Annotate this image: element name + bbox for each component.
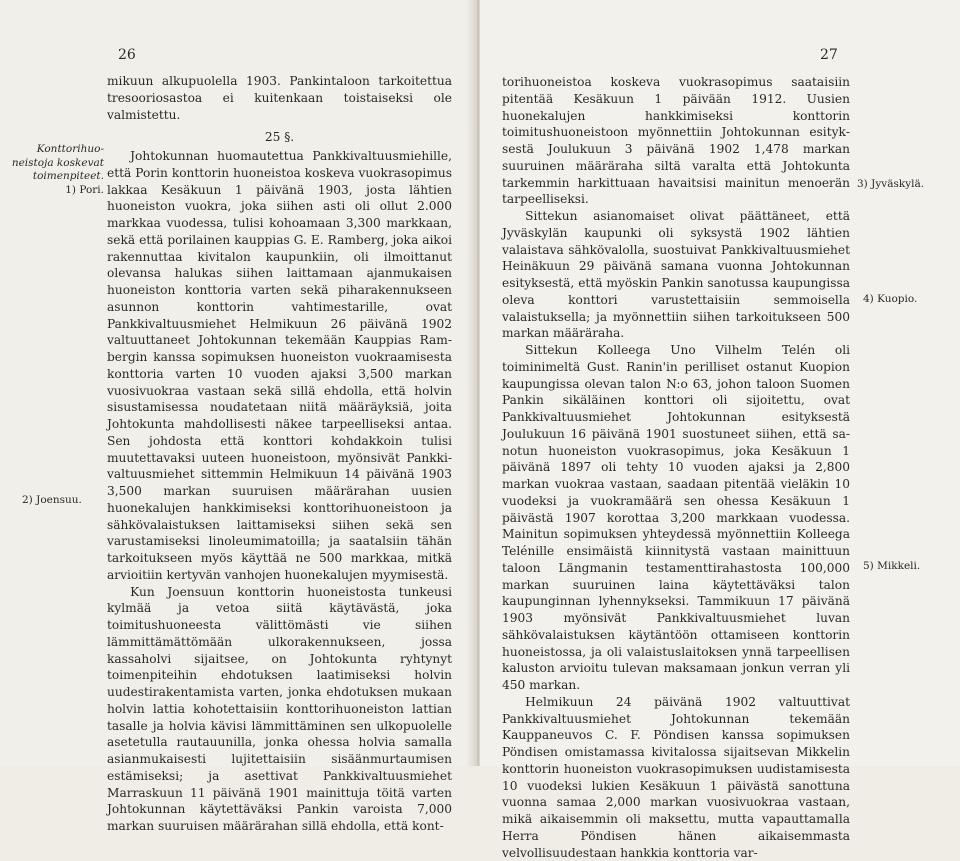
margin-note-pori: 1) Pori.	[65, 183, 104, 196]
margin-note-mikkeli: 5) Mikkeli.	[863, 560, 921, 572]
paragraph-pori: Johtokunnan huomautettua Pankkivaltuusmiehille, että Porin konttorin huoneistoa koskeva vuokrasopimus lakkaa Kesäkuun 1 päivänä 1903, josta lähtien huoneiston vuokra, joka siihen asti oli ollut 2.000 markkaa vuodessa, tulisi kohoamaan 3,300 markkaan, sekä että porilainen kauppias G. E. Ramberg, joka aikoi rakennuttaa kivitalon kaupunkiin, oli ilmoittanut olevansa halukas siihen laittamaan ajanmukaisen huoneiston konttoria varten sekä piharakennukseen asunnon konttorin vahtimestarille, ovat Pankkivaltuusmiehet Helmikuun 26 päivänä 1902 valtuuttaneet Johtokunnan tekemään Kauppias Rambergin kanssa sopimuksen huoneiston vuokraamisesta konttoria varten 10 vuoden ajaksi 3,500 markan vuosivuokraa vastaan sekä sillä ehdolla, että holvin sisustamisessa noudatetaan niitä määräyksiä, joita Johtokunta mahdollisesti näkee tarpeelliseksi antaa. Sen johdosta että konttori kohdakkoin tulisi muutettavaksi uuteen huoneistoon, myönsivät Pankkivaltuusmiehet sittemmin Helmikuun 14 päivänä 1903 3,500 markan suuruisen määrärahan uusien huonekalujen hankkimiseksi konttorihuoneistoon ja sähkövalaistuksen laittamiseksi siihen sekä sen varustamiseksi linoleumimatoilla; ja saatalsiin tähän tarkoitukseen myös käyttää ne 500 markkaa, mitkä arvioitiin kertyvän vanhojen huonekalujen myymisestä.	[107, 149, 452, 582]
paragraph-mikkeli: Helmikuun 24 päivänä 1902 valtuuttivat Pankkivaltuusmiehet Johtokunnan tekemään Kauppaneuvos C. F. Pöndisen kanssa sopimuksen Pöndisen omistamassa kivitalossa sijaitsevan Mikkelin konttorin huoneiston vuokrasopimuksen uudistamisesta 10 vuodeksi lukien Kesäkuun 1 päivästä sanottuna vuonna samaa 2,000 markan vuosivuokraa vastaan, mikä aikaisemmin oli maksettu, mutta vapauttamalla Herra Pöndisen hänen aikaisemmasta velvollisuudestaan hankkia konttoria var-	[502, 694, 850, 860]
margin-note-joensuu: 2) Joensuu.	[22, 494, 82, 506]
left-page-number: 26	[118, 47, 136, 63]
margin-note-jyvaskyla: 3) Jyväskylä.	[857, 178, 925, 190]
right-page-text	[502, 74, 850, 861]
section-heading: 25 §.	[264, 130, 295, 145]
opening-paragraph: mikuun alkupuolella 1903. Pankintaloon tarkoitettua tresooriosastoa ei kuitenkaan toistaiseksi ole valmistettu.	[107, 74, 452, 122]
margin-note-konttorihuoneistoja: Konttorihuoneistoja koskevat toimenpiteet.	[11, 143, 104, 182]
right-page-number: 27	[820, 47, 838, 63]
left-page-text	[107, 73, 452, 835]
paragraph-kuopio: Sittekun Kolleega Uno Vilhelm Telén oli toiminimeltä Gust. Ranin'in perilliset ostanut Kuopion kaupungissa olevan talon N:o 63, johon taloon Suomen Pankin sikäläinen konttori oli sijoitettu, ovat Pankkivaltuusmiehet Johtokunnan esityksestä Joulukuun 16 päivänä 1901 suostuneet siihen, että sanotun huoneiston vuokrasopimus, joka Kesäkuun 1 päivänä 1897 oli tehty 10 vuoden ajaksi ja 2,800 markan vuokraa vastaan, saadaan pitentää vieläkin 10 vuodeksi ja vuokramäärä sen ohessa Kesäkuun 1 päivästä 1907 korottaa 3,200 markkaan vuodessa. Mainitun sopimuksen yhteydessä myönnettiin Kolleega Telénille ensimäistä kiinnitystä vastaan mainittuun taloon Längmanin testamenttirahastosta 100,000 markan suuruinen laina käytettäväksi talon kaupunginnan lyhennykseksi. Tammikuun 17 päivänä 1903 myönsivät Pankkivaltuusmiehet luvan sähkövalaistuksen käytäntöön ottamiseen konttorin huoneistossa, ja oli valaistuslaitoksen ynnä tarpeellisen kaluston arvioitu tulevan maksamaan jonkun verran yli 450 markan.	[502, 343, 850, 692]
paragraph-jyvaskyla: Sittekun asianomaiset olivat päättäneet, että Jyväskylän kaupunki oli syksystä 1902 lähtien valaistava sähkövalolla, suostuivat Pankkivaltuusmiehet Heinäkuun 29 päivänä samana vuonna Johtokunnan esityksestä, että myöskin Pankin sanotussa kaupungissa oleva konttori varustettaisiin semmoisella valaistuksella; ja myönnettiin siihen tarkoitukseen 500 markan määräraha.	[502, 209, 850, 341]
left-margin-notes	[8, 143, 104, 197]
margin-note-kuopio: 4) Kuopio.	[863, 293, 918, 305]
paragraph-continued: torihuoneistoa koskeva vuokrasopimus saataisiin pitentää Kesäkuun 1 päivään 1912. Uusien huonekalujen hankkimiseksi konttorin toimitushuoneistoon myönnettiin Johtokunnan esityksestä Joulukuun 3 päivänä 1902 1,478 markan suuruinen määräraha siltä varalta että Johtokunta tarkemmin harkittuaan havaitsisi mainitun menoerän tarpeelliseksi.	[502, 75, 850, 207]
left-page	[0, 0, 472, 833]
paragraph-joensuu: Kun Joensuun konttorin huoneistosta tunkeusi kylmää ja vetoa siitä käytävästä, joka toimitushuoneesta välittömästi vie siihen lämmittämättömään ulkorakennukseen, jossa kassaholvi sijaitsee, on Johtokunta ryhtynyt toimenpiteihin ehdotuksen laatimiseksi holvin uudestirakentamista varten, jonka ehdotuksen mukaan holvin lattia kohotettaisiin konttorihuoneiston lattian tasalle ja holvia kävisi lämmittäminen sen ulkopuolelle asetetulla rautauunilla, jonka ohessa holvia samalla asianmukaisesti lujitettaisiin sisäänmurtaumisen estämiseksi; ja asettivat Pankkivaltuusmiehet Marraskuun 11 päivänä 1901 mainittuja töitä varten Johtokunnan käytettäväksi Pankin varoista 7,000 markan suuruisen määrärahan sillä ehdolla, että kont-	[107, 584, 452, 833]
